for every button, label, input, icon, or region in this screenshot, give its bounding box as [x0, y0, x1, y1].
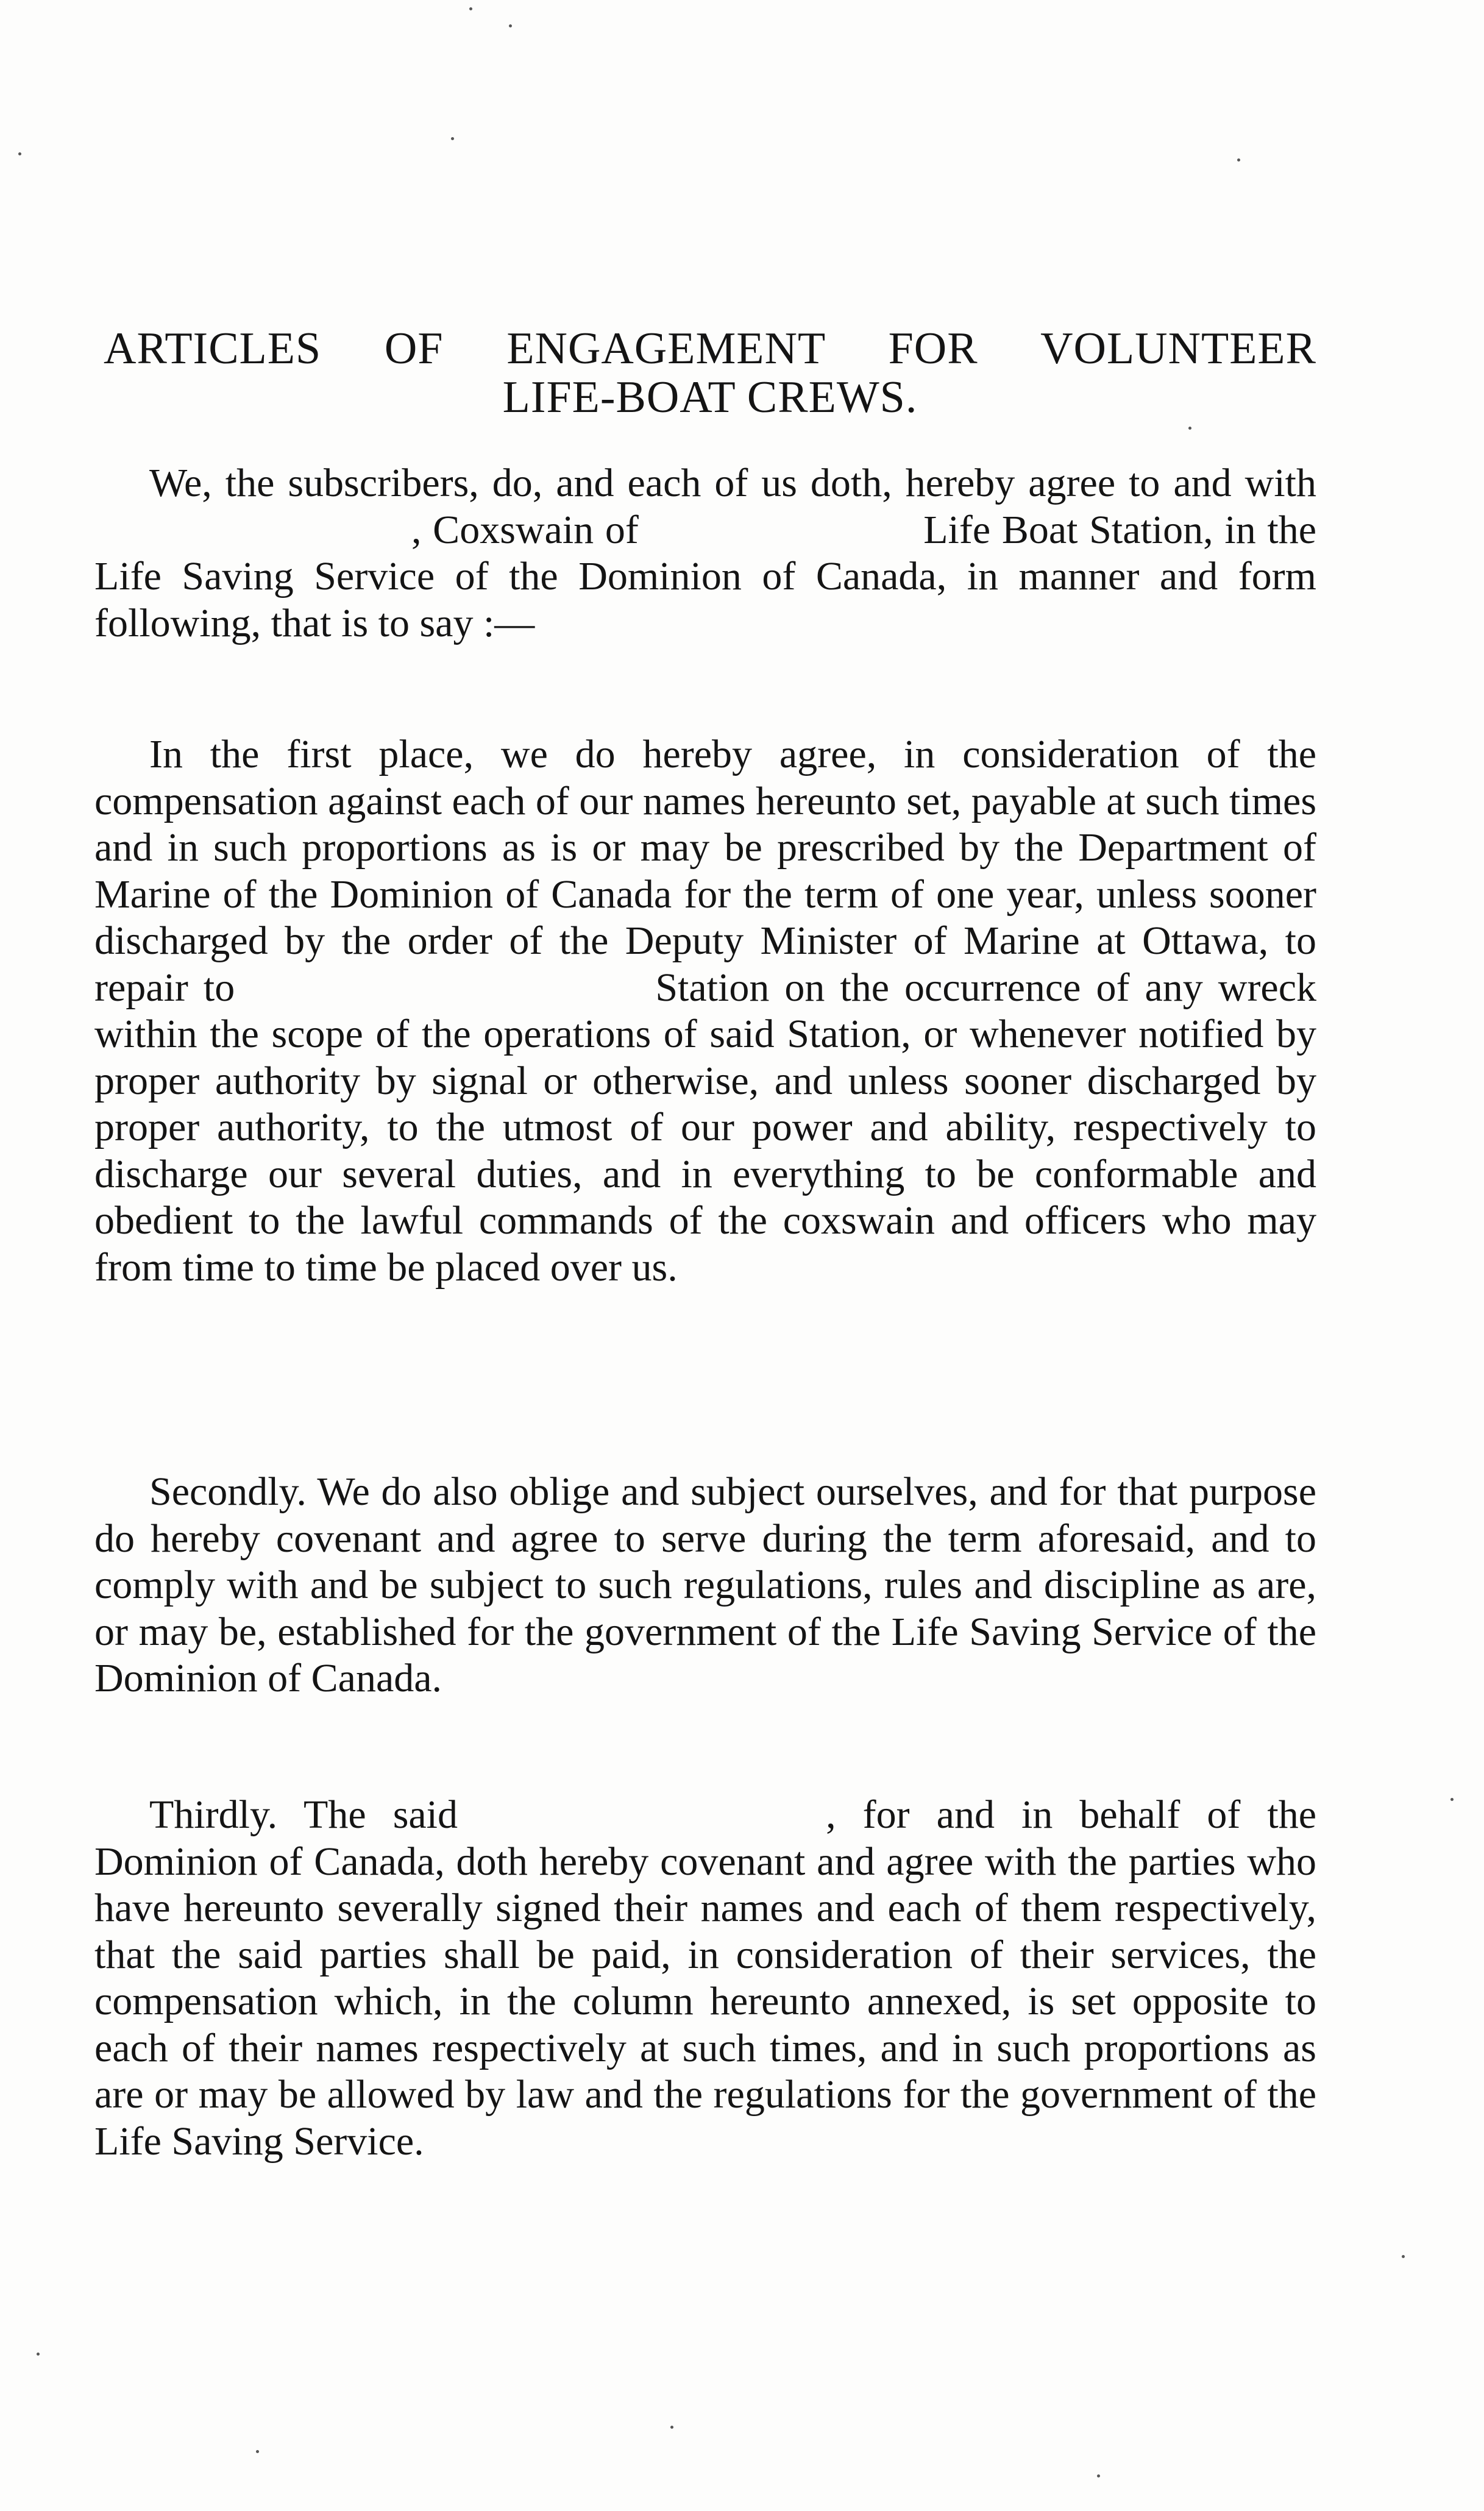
thirdly-text-2: , for and in behalf of the Dominion of Canada, doth hereby covenant and agree with the parties who have hereunto severally signed their names and each of them respectively, that the said parties shall be paid, in consideration of their services, the compensation which, in the column hereunto annexed, is set opposite to each of their names respectively at such times, and in such proportions as are or may be allowed by law and the regulations for the government of the Life Saving Service. — [94, 1792, 1317, 2164]
scan-speck — [1188, 427, 1191, 430]
document-title-line2: LIFE-BOAT CREWS. — [502, 372, 918, 422]
scan-speck — [469, 7, 472, 10]
scan-speck — [1450, 1798, 1454, 1801]
scan-speck — [37, 2353, 40, 2356]
scan-speck — [451, 137, 454, 140]
scan-speck — [18, 152, 21, 155]
thirdly-text-1: Thirdly. The said — [149, 1792, 458, 1837]
scan-speck — [670, 2426, 673, 2429]
paragraph-first — [94, 731, 1316, 1291]
preamble-text-3: Life Boat Station, in the Life Saving Service of the Dominion of Canada, in manner and form following, that is to say :— — [94, 507, 1317, 645]
scan-speck — [256, 2450, 259, 2453]
paragraph-preamble — [94, 460, 1316, 647]
scan-speck — [509, 24, 512, 27]
paragraph-secondly: Secondly. We do also oblige and subject ourselves, and for that purpose do hereby covenant and agree to serve during the term aforesaid, and to comply with and be subject to such regulations, rules and discipline as are, or may be, established for the government of the Life Saving Service of the Dominion of Canada. — [94, 1469, 1316, 1700]
paragraph-thirdly — [94, 1792, 1316, 2165]
scan-speck — [1402, 2255, 1405, 2258]
preamble-text-1: We, the subscribers, do, and each of us doth, hereby agree to and with — [149, 461, 1316, 505]
document-title-line1: ARTICLES OF ENGAGEMENT FOR VOLUNTEER — [104, 324, 1316, 374]
scan-speck — [1237, 158, 1240, 162]
scan-speck — [1097, 2474, 1100, 2477]
preamble-text-2: , Coxswain of — [411, 507, 639, 552]
first-text-1: In the first place, we do hereby agree, in consideration of the compensation against each of our names hereunto set, payable at such times and in such proportions as is or may be prescribed by the Department of Marine of the Dominion of Canada for the term of one year, unless sooner discharged by the order of the Deputy Minister of Marine at Ottawa, to repair to — [94, 732, 1317, 1010]
first-text-2: Station on the occurrence of any wreck within the scope of the operations of said Station, or whenever notified by proper authority by signal or otherwise, and unless sooner discharged by proper authority, to the utmost of our power and ability, respectively to discharge our several duties, and in everything to be conformable and obedient to the lawful commands of the coxswain and officers who may from time to time be placed over us. — [94, 965, 1317, 1290]
